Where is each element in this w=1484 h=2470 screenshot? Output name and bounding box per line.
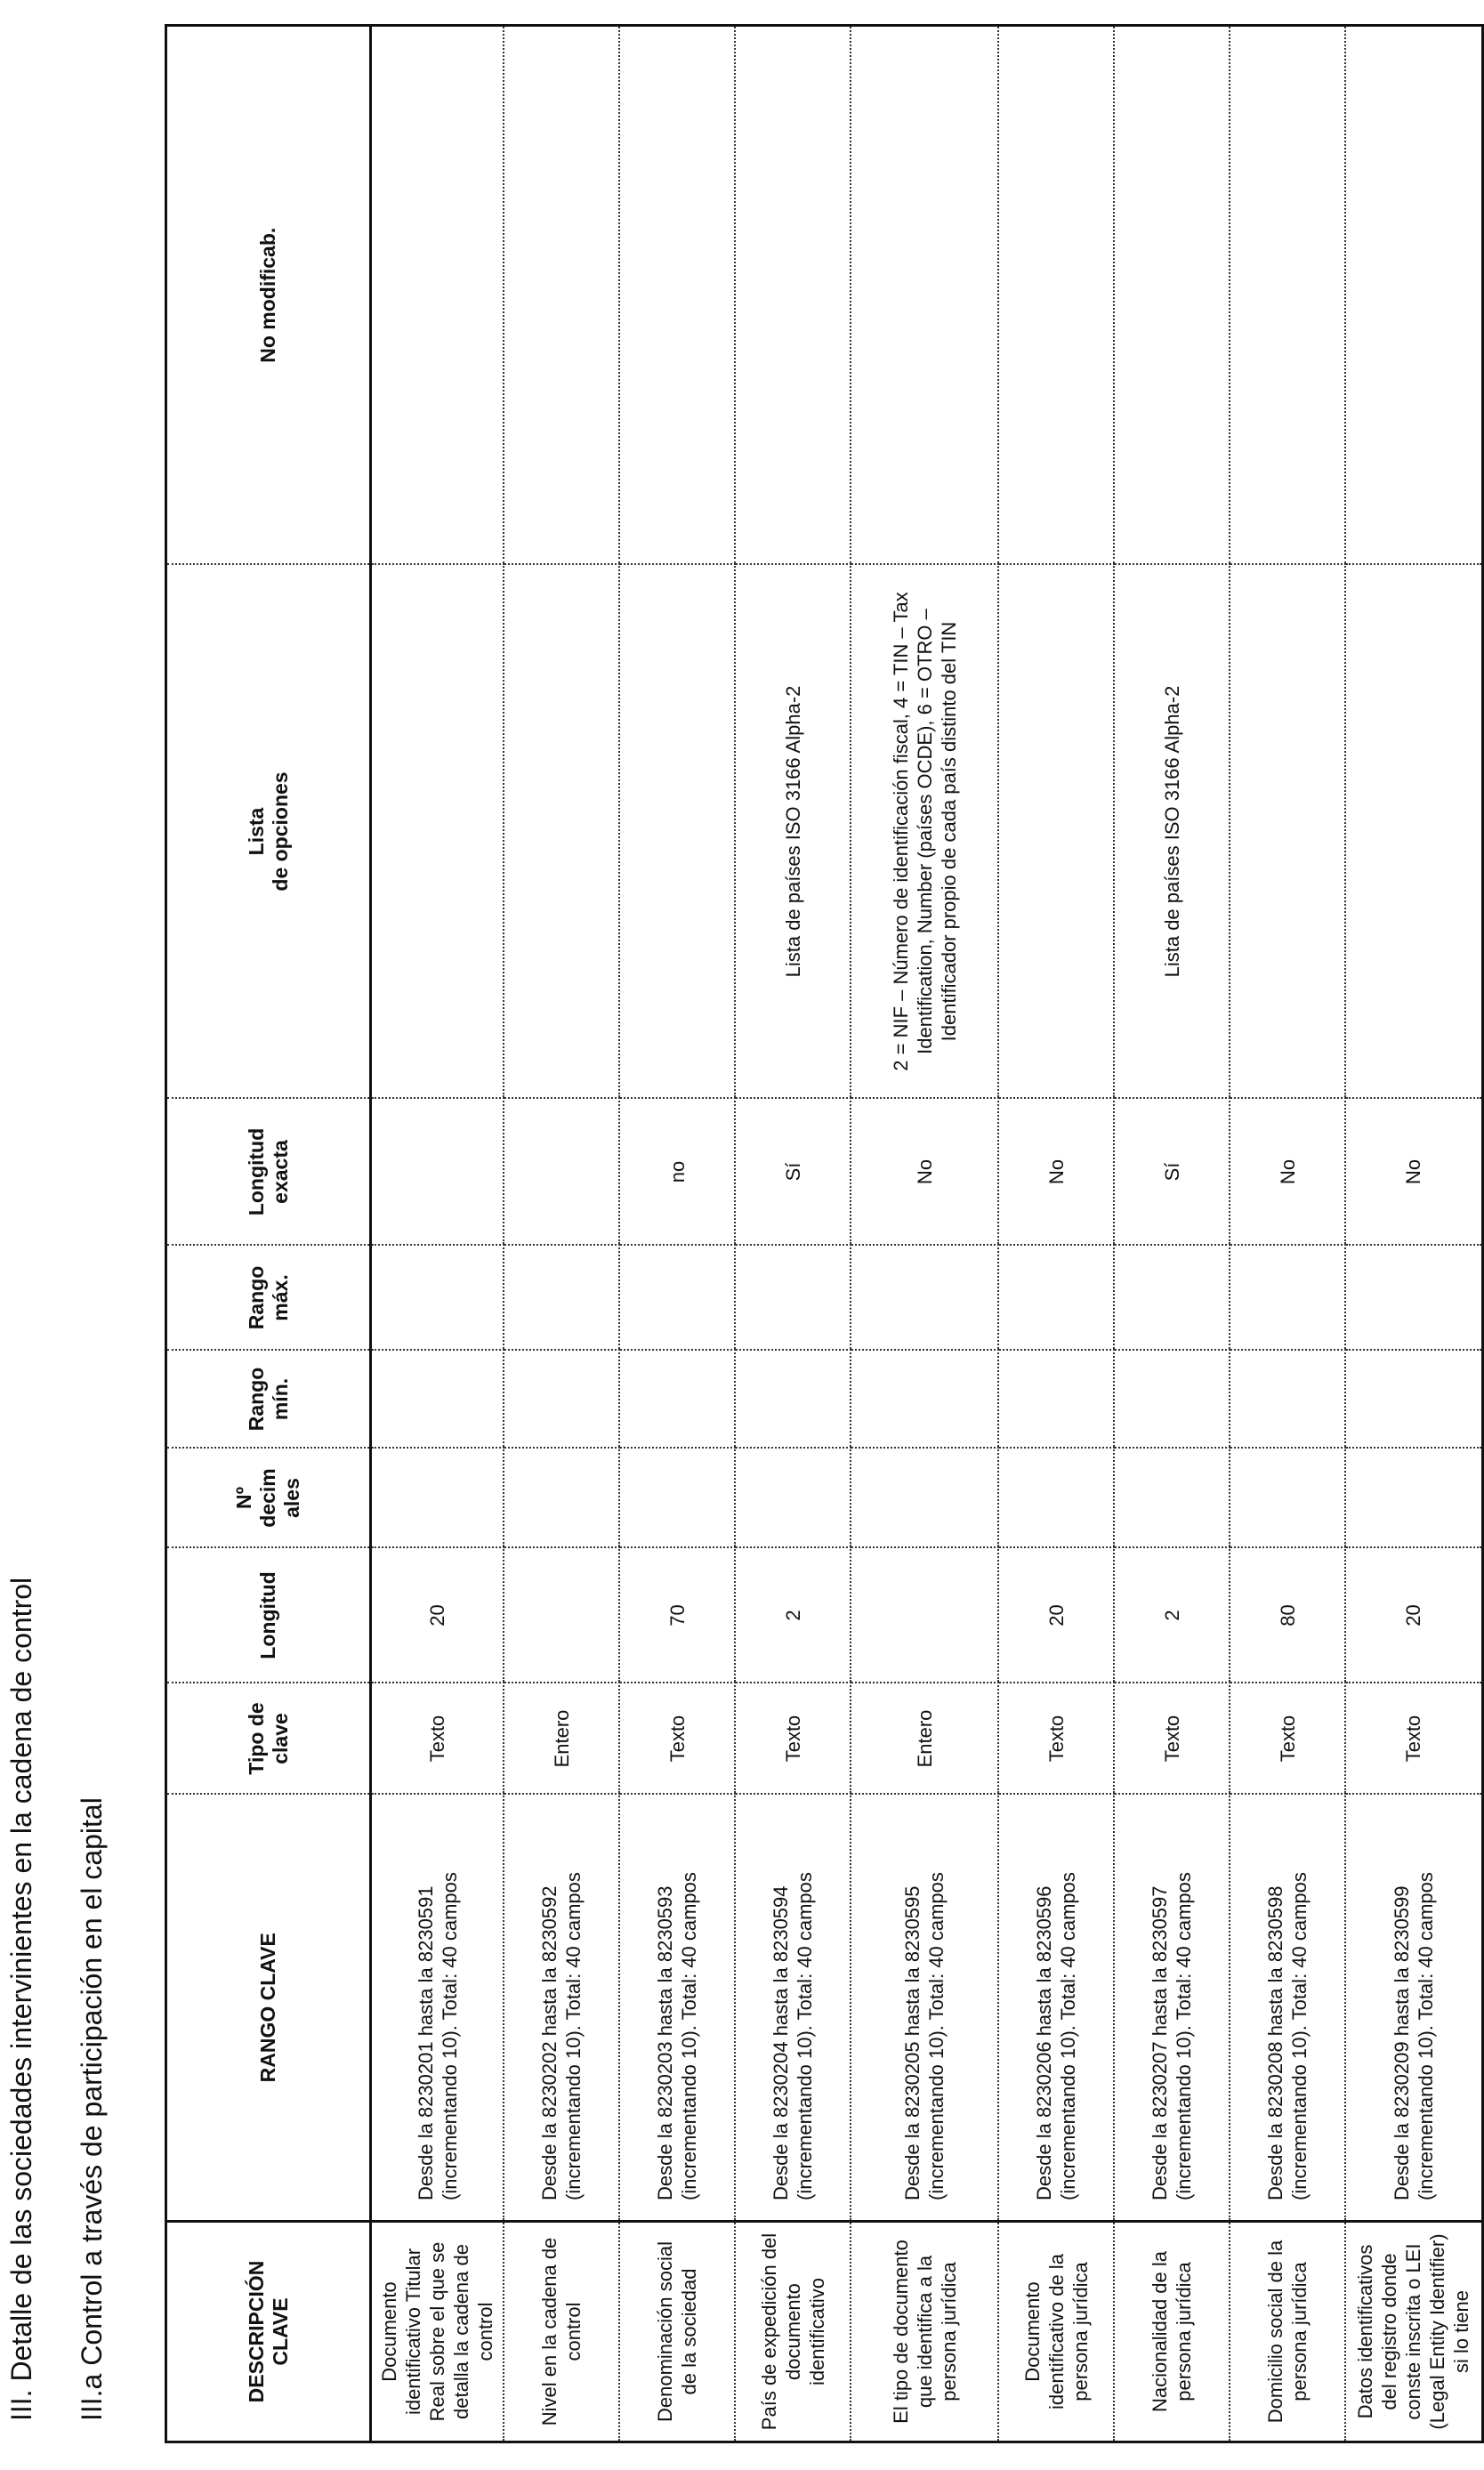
table-row: [998, 26, 1114, 2442]
cell-decimales: [1230, 1449, 1345, 1548]
cell-rango-max: [1230, 1246, 1345, 1351]
cell-longitud-exacta: no: [619, 1099, 735, 1246]
cell-tipo-clave: Texto: [735, 1683, 851, 1795]
cell-lista-opciones: [1345, 565, 1482, 1099]
cell-tipo-clave: Entero: [504, 1683, 619, 1795]
cell-descripcion: Datos identificativos del registro donde conste inscrita o LEI (Legal Entity Identifier) si lo tiene: [1345, 2222, 1482, 2442]
cell-no-modificable: [619, 26, 735, 565]
header-decimales: Nº decim ales: [166, 1449, 371, 1548]
header-no-modificable: No modificab.: [166, 26, 371, 565]
header-rango-min: Rango mín.: [166, 1351, 371, 1449]
fields-table: [165, 24, 1484, 2443]
cell-rango-max: [1114, 1246, 1230, 1351]
cell-rango-clave: Desde la 8230208 hasta la 8230598 (incrementando 10). Total: 40 campos: [1230, 1795, 1345, 2222]
cell-rango-min: [1230, 1351, 1345, 1449]
cell-decimales: [998, 1449, 1114, 1548]
cell-rango-max: [371, 1246, 504, 1351]
cell-longitud-exacta: [371, 1099, 504, 1246]
header-rango-clave: RANGO CLAVE: [166, 1795, 371, 2222]
table-row: [371, 26, 504, 2442]
cell-tipo-clave: Texto: [1114, 1683, 1230, 1795]
cell-descripcion: Documento identificativo Titular Real sobre el que se detalla la cadena de control: [371, 2222, 504, 2442]
header-row: [166, 26, 371, 2442]
cell-longitud-exacta: No: [998, 1099, 1114, 1246]
cell-longitud: [504, 1548, 619, 1683]
cell-decimales: [1345, 1449, 1482, 1548]
subsection-title: III.a Control a través de participación en el capital: [76, 1797, 108, 2421]
cell-decimales: [735, 1449, 851, 1548]
cell-longitud: 80: [1230, 1548, 1345, 1683]
cell-no-modificable: [1230, 26, 1345, 565]
table-row: [1230, 26, 1345, 2442]
table-row: [851, 26, 998, 2442]
cell-rango-max: [1345, 1246, 1482, 1351]
cell-no-modificable: [735, 26, 851, 565]
cell-longitud: [851, 1548, 998, 1683]
cell-rango-clave: Desde la 8230209 hasta la 8230599 (incrementando 10). Total: 40 campos: [1345, 1795, 1482, 2222]
cell-rango-min: [619, 1351, 735, 1449]
cell-decimales: [619, 1449, 735, 1548]
cell-tipo-clave: Texto: [998, 1683, 1114, 1795]
cell-longitud: 20: [371, 1548, 504, 1683]
cell-longitud-exacta: [504, 1099, 619, 1246]
cell-rango-min: [851, 1351, 998, 1449]
cell-lista-opciones: [1230, 565, 1345, 1099]
cell-descripcion: Documento identificativo de la persona jurídica: [998, 2222, 1114, 2442]
cell-rango-clave: Desde la 8230207 hasta la 8230597 (incrementando 10). Total: 40 campos: [1114, 1795, 1230, 2222]
cell-rango-min: [1114, 1351, 1230, 1449]
cell-rango-clave: Desde la 8230201 hasta la 8230591 (incrementando 10). Total: 40 campos: [371, 1795, 504, 2222]
cell-rango-max: [735, 1246, 851, 1351]
cell-no-modificable: [504, 26, 619, 565]
cell-longitud: 20: [998, 1548, 1114, 1683]
table-row: [504, 26, 619, 2442]
cell-rango-min: [998, 1351, 1114, 1449]
header-lista-opciones: Lista de opciones: [166, 565, 371, 1099]
cell-rango-max: [504, 1246, 619, 1351]
cell-descripcion: Domicilio social de la persona jurídica: [1230, 2222, 1345, 2442]
cell-longitud-exacta: No: [1345, 1099, 1482, 1246]
cell-decimales: [1114, 1449, 1230, 1548]
cell-longitud-exacta: Sí: [735, 1099, 851, 1246]
cell-rango-clave: Desde la 8230203 hasta la 8230593 (incrementando 10). Total: 40 campos: [619, 1795, 735, 2222]
header-longitud-exacta: Longitud exacta: [166, 1099, 371, 1246]
cell-lista-opciones: [619, 565, 735, 1099]
table-row: [735, 26, 851, 2442]
cell-rango-clave: Desde la 8230205 hasta la 8230595 (incrementando 10). Total: 40 campos: [851, 1795, 998, 2222]
section-title: III. Detalle de las sociedades intervinientes en la cadena de control: [5, 1577, 37, 2421]
cell-descripcion: Nacionalidad de la persona jurídica: [1114, 2222, 1230, 2442]
cell-longitud: 2: [735, 1548, 851, 1683]
cell-no-modificable: [1114, 26, 1230, 565]
table-row: [1345, 26, 1482, 2442]
cell-descripcion: Nivel en la cadena de control: [504, 2222, 619, 2442]
cell-tipo-clave: Texto: [1230, 1683, 1345, 1795]
table-row: [1114, 26, 1230, 2442]
cell-rango-max: [619, 1246, 735, 1351]
cell-rango-min: [735, 1351, 851, 1449]
cell-lista-opciones: [371, 565, 504, 1099]
cell-descripcion: Denominación social de la sociedad: [619, 2222, 735, 2442]
cell-no-modificable: [1345, 26, 1482, 565]
cell-lista-opciones: 2 = NIF – Número de identificación fiscal, 4 = TIN – Tax Identification, Number (países OCDE), 6 = OTRO – Identificador propio de cada país distinto del TIN: [851, 565, 998, 1099]
cell-rango-max: [998, 1246, 1114, 1351]
header-tipo-clave: Tipo de clave: [166, 1683, 371, 1795]
cell-descripcion: País de expedición del documento identificativo: [735, 2222, 851, 2442]
cell-rango-clave: Desde la 8230206 hasta la 8230596 (incrementando 10). Total: 40 campos: [998, 1795, 1114, 2222]
cell-tipo-clave: Entero: [851, 1683, 998, 1795]
table-body: [371, 26, 1483, 2442]
cell-rango-min: [1345, 1351, 1482, 1449]
cell-tipo-clave: Texto: [619, 1683, 735, 1795]
cell-longitud: 2: [1114, 1548, 1230, 1683]
cell-no-modificable: [371, 26, 504, 565]
cell-lista-opciones: [998, 565, 1114, 1099]
cell-longitud-exacta: Sí: [1114, 1099, 1230, 1246]
cell-rango-min: [371, 1351, 504, 1449]
cell-rango-clave: Desde la 8230202 hasta la 8230592 (incrementando 10). Total: 40 campos: [504, 1795, 619, 2222]
header-descripcion: DESCRIPCIÓN CLAVE: [166, 2222, 371, 2442]
cell-longitud: 20: [1345, 1548, 1482, 1683]
cell-lista-opciones: Lista de países ISO 3166 Alpha-2: [735, 565, 851, 1099]
header-rango-max: Rango máx.: [166, 1246, 371, 1351]
cell-decimales: [504, 1449, 619, 1548]
cell-rango-clave: Desde la 8230204 hasta la 8230594 (incrementando 10). Total: 40 campos: [735, 1795, 851, 2222]
cell-longitud: 70: [619, 1548, 735, 1683]
cell-decimales: [851, 1449, 998, 1548]
header-longitud: Longitud: [166, 1548, 371, 1683]
cell-descripcion: El tipo de documento que identifica a la persona jurídica: [851, 2222, 998, 2442]
cell-longitud-exacta: No: [851, 1099, 998, 1246]
cell-longitud-exacta: No: [1230, 1099, 1345, 1246]
cell-tipo-clave: Texto: [1345, 1683, 1482, 1795]
table-row: [619, 26, 735, 2442]
cell-rango-max: [851, 1246, 998, 1351]
cell-lista-opciones: [504, 565, 619, 1099]
cell-no-modificable: [998, 26, 1114, 565]
cell-decimales: [371, 1449, 504, 1548]
cell-no-modificable: [851, 26, 998, 565]
cell-rango-min: [504, 1351, 619, 1449]
cell-lista-opciones: Lista de países ISO 3166 Alpha-2: [1114, 565, 1230, 1099]
cell-tipo-clave: Texto: [371, 1683, 504, 1795]
